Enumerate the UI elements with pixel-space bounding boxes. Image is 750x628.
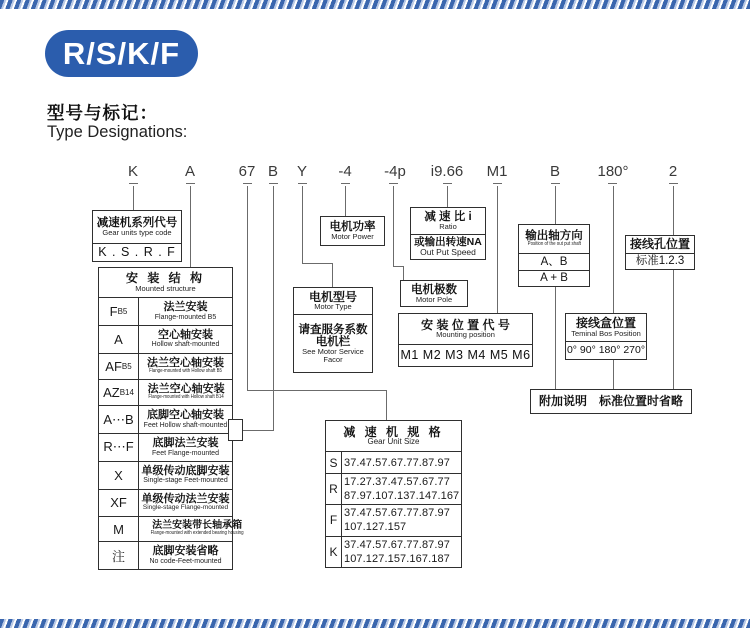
output-shaft-opt2: A + B xyxy=(540,272,568,285)
mounting-en: Mounting position xyxy=(436,330,495,340)
ratio-alt-en: Out Put Speed xyxy=(420,247,476,258)
ratio-alt-zh: 或输出转速NA xyxy=(414,236,482,249)
table-row xyxy=(326,474,461,505)
mount-en: Flange-mounted B5 xyxy=(154,313,217,321)
connector-line xyxy=(555,186,556,224)
code-item-b: B xyxy=(267,163,279,180)
code-item-series: K xyxy=(127,163,139,180)
ratio-zh: 减 速 比 i xyxy=(424,211,472,224)
mount-code: AF xyxy=(105,358,122,374)
terminal-position-box xyxy=(565,313,647,360)
mount-code: A xyxy=(114,331,123,347)
mount-code: A⋯B xyxy=(103,411,134,427)
page-title-zh: 型号与标记： xyxy=(47,103,158,123)
code-item-power: -4 xyxy=(338,163,352,180)
decorative-stripe-band-top xyxy=(0,0,750,9)
mount-en: Single-stage Flange-mounted xyxy=(142,504,229,512)
decorative-stripe-band-bottom xyxy=(0,619,750,628)
mount-zh: 单级传动法兰安装 xyxy=(141,492,230,505)
mount-table-header xyxy=(99,268,232,298)
mount-code-sub: B14 xyxy=(119,388,134,398)
connector-line xyxy=(497,186,498,313)
mount-header-zh: 安 装 结 构 xyxy=(125,271,205,286)
table-row xyxy=(99,434,232,462)
connector-line xyxy=(247,390,387,391)
mount-en: No code-Feet-mounted xyxy=(149,557,222,565)
code-item-size: 67 xyxy=(238,163,256,180)
mount-en: Hollow shaft-mounted xyxy=(151,341,220,349)
mounted-structure-table xyxy=(98,267,244,570)
connector-line xyxy=(247,186,248,390)
mounting-values: M1 M2 M3 M4 M5 M6 xyxy=(400,347,531,362)
mount-zh: 单级传动底脚安装 xyxy=(141,464,230,477)
terminal-pos-zh: 接线盒位置 xyxy=(575,316,636,331)
mount-en: Single-stage Feet-mounted xyxy=(143,477,228,485)
mount-zh: 法兰空心轴安装 xyxy=(147,356,224,369)
table-row xyxy=(326,505,461,536)
mount-en: Feet Hollow shaft-mounted xyxy=(143,421,228,429)
gear-sizes: 37.47.57.67.77.87.97 xyxy=(344,456,450,469)
mount-header-en: Mounted structure xyxy=(135,283,196,293)
output-shaft-zh: 输出轴方向 xyxy=(525,230,583,243)
mount-zh: 法兰安装 xyxy=(163,300,208,313)
mount-code: F xyxy=(109,303,118,319)
gear-table-header xyxy=(326,421,461,452)
gear-sizes: 107.127.157 xyxy=(344,521,407,534)
gear-label: K xyxy=(326,537,342,567)
motor-type-note-en2: Facor xyxy=(323,354,343,364)
motor-pole-box xyxy=(400,280,468,307)
ratio-box xyxy=(410,207,486,260)
code-item-mounting-pos: M1 xyxy=(486,163,508,180)
terminal-hole-box xyxy=(625,235,695,270)
gear-size-table xyxy=(325,420,462,568)
mount-en: Feet Flange-mounted xyxy=(152,449,219,457)
table-row xyxy=(99,517,244,542)
tick-mark xyxy=(243,183,252,184)
connector-line xyxy=(302,263,333,264)
connector-line xyxy=(133,186,134,211)
series-box-label-zh: 减速机系列代号 xyxy=(96,217,178,230)
tick-mark xyxy=(608,183,617,184)
tick-mark xyxy=(551,183,560,184)
tick-mark xyxy=(443,183,452,184)
motor-type-note-zh2: 电机栏 xyxy=(315,335,351,348)
mount-zh: 底脚空心轴安装 xyxy=(147,409,224,422)
motor-pole-en: Motor Pole xyxy=(415,294,453,304)
gear-label: R xyxy=(326,474,342,504)
terminal-hole-std: 标准1.2.3 xyxy=(635,255,685,268)
motor-pole-zh: 电机极数 xyxy=(411,283,457,296)
motor-power-en: Motor Power xyxy=(331,232,374,242)
mount-code-sub: B5 xyxy=(117,306,128,316)
connector-line xyxy=(302,186,303,263)
mounting-zh: 安 装 位 置 代 号 xyxy=(421,317,510,332)
code-item-shaft-dir: B xyxy=(549,163,561,180)
code-item-terminal-pos: 180° xyxy=(597,163,629,180)
table-row xyxy=(99,354,232,380)
motor-type-en: Motor Type xyxy=(314,302,352,312)
mount-code: XF xyxy=(110,495,127,511)
motor-power-zh: 电机功率 xyxy=(329,221,376,234)
mount-code: X xyxy=(114,467,123,483)
code-item-motor-type: Y xyxy=(296,163,308,180)
tick-mark xyxy=(389,183,398,184)
series-codes: K . S . R . F xyxy=(98,244,176,259)
connector-line xyxy=(345,186,346,216)
gear-label: F xyxy=(326,505,342,535)
gear-sizes: 37.47.57.67.77.87.97 xyxy=(344,507,450,520)
motor-type-note-zh1: 请查服务系数 xyxy=(298,323,368,336)
table-row xyxy=(326,537,461,567)
connector-line xyxy=(613,186,614,313)
series-badge: R/S/K/F xyxy=(45,30,198,77)
code-item-hole-pos: 2 xyxy=(668,163,678,180)
table-row xyxy=(326,452,461,474)
mount-code: M xyxy=(113,521,124,537)
connector-line xyxy=(555,287,556,389)
mount-zh: 法兰空心轴安装 xyxy=(147,382,225,395)
additional-note-text: 附加说明 标准位置时省略 xyxy=(538,394,683,409)
tick-mark xyxy=(493,183,502,184)
connector-line xyxy=(673,186,674,235)
mount-code: AZ xyxy=(103,385,120,401)
additional-note-box xyxy=(530,389,692,414)
output-shaft-en: Position of the out put shaft xyxy=(527,241,581,248)
output-shaft-opt1: A、B xyxy=(540,255,568,268)
ratio-en: Ratio xyxy=(439,222,457,232)
mounting-position-box xyxy=(398,313,533,367)
motor-type-box xyxy=(293,287,373,373)
table-row xyxy=(99,462,232,490)
series-box-label-en: Gear units type code xyxy=(102,228,172,238)
code-item-poles: -4p xyxy=(384,163,406,180)
gear-sizes: 107.127.157.167.187 xyxy=(344,552,450,565)
connector-line xyxy=(273,186,274,430)
connector-line xyxy=(190,186,191,267)
tick-mark xyxy=(298,183,307,184)
gear-sizes: 17.27.37.47.57.67.77 xyxy=(344,476,450,489)
table-row xyxy=(99,380,232,406)
terminal-pos-values: 0° 90° 180° 270° xyxy=(566,343,646,356)
connector-line xyxy=(447,186,448,207)
gear-sizes: 37.47.57.67.77.87.97 xyxy=(344,538,450,551)
connector-line xyxy=(332,263,333,287)
mount-en: Flange-mounted with Hollow shaft B14 xyxy=(148,394,224,401)
mount-code-sub: B5 xyxy=(121,361,132,371)
connector-line xyxy=(403,266,404,280)
terminal-pos-en: Teminal Bos Position xyxy=(571,328,641,338)
connector-line xyxy=(673,270,674,389)
tick-mark xyxy=(129,183,138,184)
gear-label: S xyxy=(326,452,342,473)
terminal-hole-zh: 接线孔位置 xyxy=(629,237,690,252)
motor-type-note-en1: See Motor Service xyxy=(302,346,364,356)
table-row xyxy=(99,326,232,354)
mount-en: Flange-mounted with Hollow shaft B5 xyxy=(149,368,222,375)
connector-line xyxy=(243,430,274,431)
output-shaft-box xyxy=(518,224,590,287)
tick-mark xyxy=(269,183,278,184)
table-row xyxy=(99,406,232,434)
bracket-notch xyxy=(228,419,243,441)
mount-zh: 空心轴安装 xyxy=(158,328,213,341)
motor-type-zh: 电机型号 xyxy=(308,289,357,304)
table-row xyxy=(99,542,232,569)
gear-header-zh: 减 速 机 规 格 xyxy=(343,424,444,439)
mount-code: 注 xyxy=(111,549,125,565)
gear-sizes: 87.97.107.137.147.167 xyxy=(344,490,460,503)
gear-header-en: Gear Unit Size xyxy=(367,437,420,447)
code-item-ratio: i9.66 xyxy=(430,163,464,180)
connector-line xyxy=(393,186,394,266)
mount-zh: 法兰安装带长轴承箱 xyxy=(152,519,243,531)
connector-line xyxy=(386,390,387,420)
mount-zh: 底脚安装省略 xyxy=(152,545,219,558)
code-item-mount: A xyxy=(184,163,196,180)
mount-code: R⋯F xyxy=(103,439,134,455)
table-row xyxy=(99,490,232,517)
tick-mark xyxy=(186,183,195,184)
mount-en: Flange-mounted with extended bearing housing xyxy=(150,530,244,537)
connector-line xyxy=(613,360,614,389)
table-row xyxy=(99,298,232,326)
tick-mark xyxy=(669,183,678,184)
tick-mark xyxy=(341,183,350,184)
mount-zh: 底脚法兰安装 xyxy=(152,436,219,449)
series-code-box xyxy=(92,210,182,262)
motor-power-box xyxy=(320,216,385,246)
page-title-en: Type Designations: xyxy=(47,123,188,141)
